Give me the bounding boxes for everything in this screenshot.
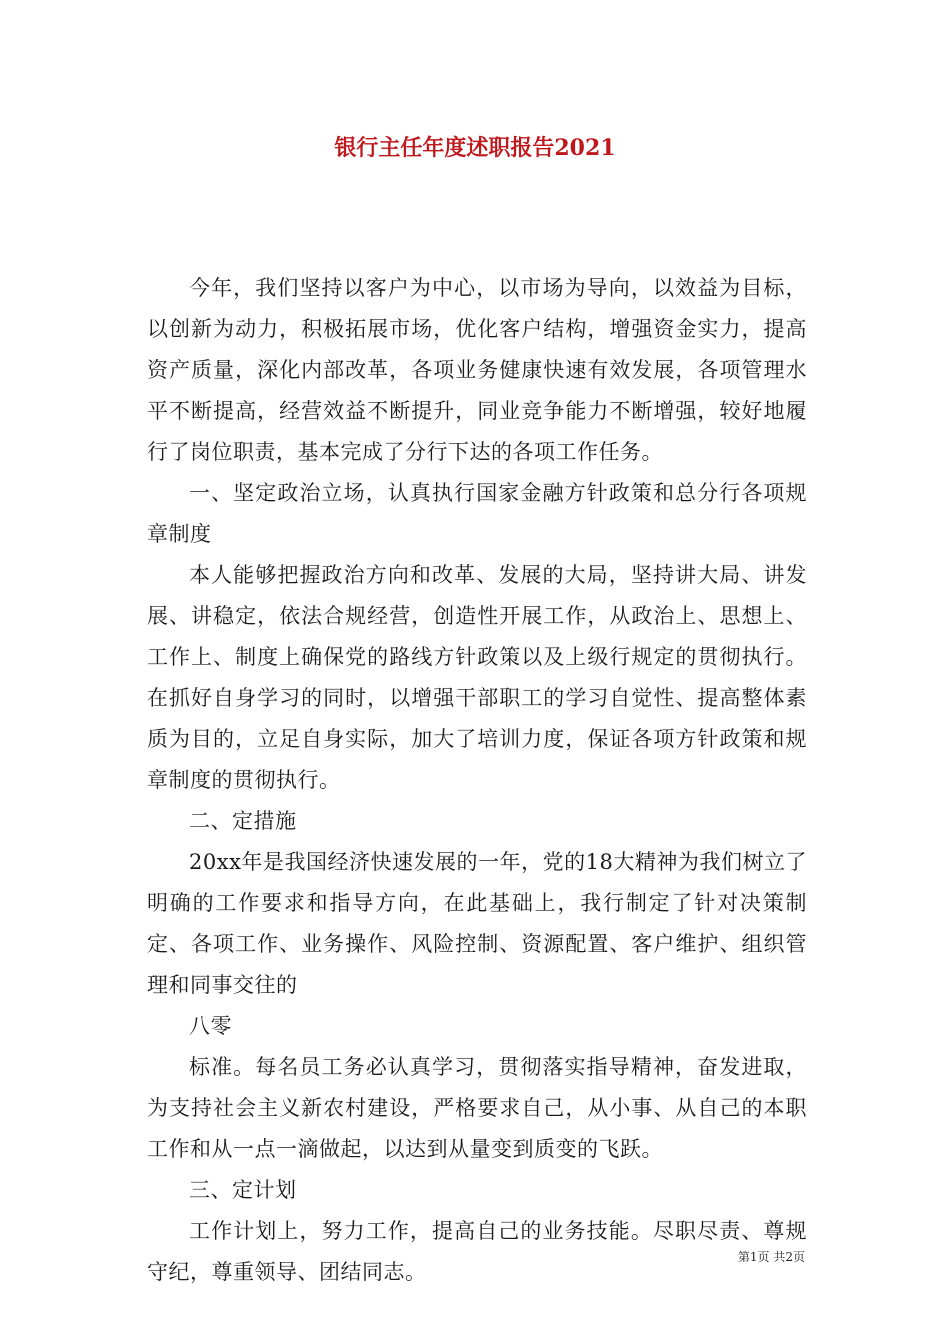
page-number: 第1页 共2页 — [737, 1250, 805, 1264]
section-heading-2: 二、定措施 — [189, 809, 297, 833]
section-heading-3: 三、定计划 — [189, 1178, 297, 1202]
paragraph-section-1: 本人能够把握政治方向和改革、发展的大局，坚持讲大局、讲发展、讲稳定，依法合规经营，创造性开展工作，从政治上、思想上、工作上、制度上确保党的路线方针政策以及上级行规定的贯彻执行。在抓好自身学习的同时，以增强干部职工的学习自觉性、提高整体素质为目的，立足自身实际，加大了培训力度，保证各项方针政策和规章制度的贯彻执行。 — [147, 563, 807, 792]
section-heading-1: 一、坚定政治立场，认真执行国家金融方针政策和总分行各项规章制度 — [147, 481, 807, 546]
document-title: 银行主任年度述职报告2021 — [334, 135, 616, 161]
paragraph-intro: 今年，我们坚持以客户为中心，以市场为导向，以效益为目标，以创新为动力，积极拓展市场，优化客户结构，增强资金实力，提高资产质量，深化内部改革，各项业务健康快速有效发展，各项管理水平不断提高，经营效益不断提升，同业竞争能力不断增强，较好地履行了岗位职责，基本完成了分行下达的各项工作任务。 — [147, 276, 807, 464]
paragraph-section-2: 20xx年是我国经济快速发展的一年，党的18大精神为我们树立了明确的工作要求和指导方向，在此基础上，我行制定了针对决策制定、各项工作、业务操作、风险控制、资源配置、客户维护、组织管理和同事交往的 — [147, 850, 807, 997]
document-body — [147, 268, 807, 1293]
paragraph-standards: 标准。每名员工务必认真学习，贯彻落实指导精神，奋发进取，为支持社会主义新农村建设，严格要求自己，从小事、从自己的本职工作和从一点一滴做起，以达到从量变到质变的飞跃。 — [147, 1055, 807, 1161]
paragraph-fragment: 八零 — [189, 1014, 232, 1038]
paragraph-section-3: 工作计划上，努力工作，提高自己的业务技能。尽职尽责、尊规守纪，尊重领导、团结同志。 — [147, 1219, 807, 1284]
